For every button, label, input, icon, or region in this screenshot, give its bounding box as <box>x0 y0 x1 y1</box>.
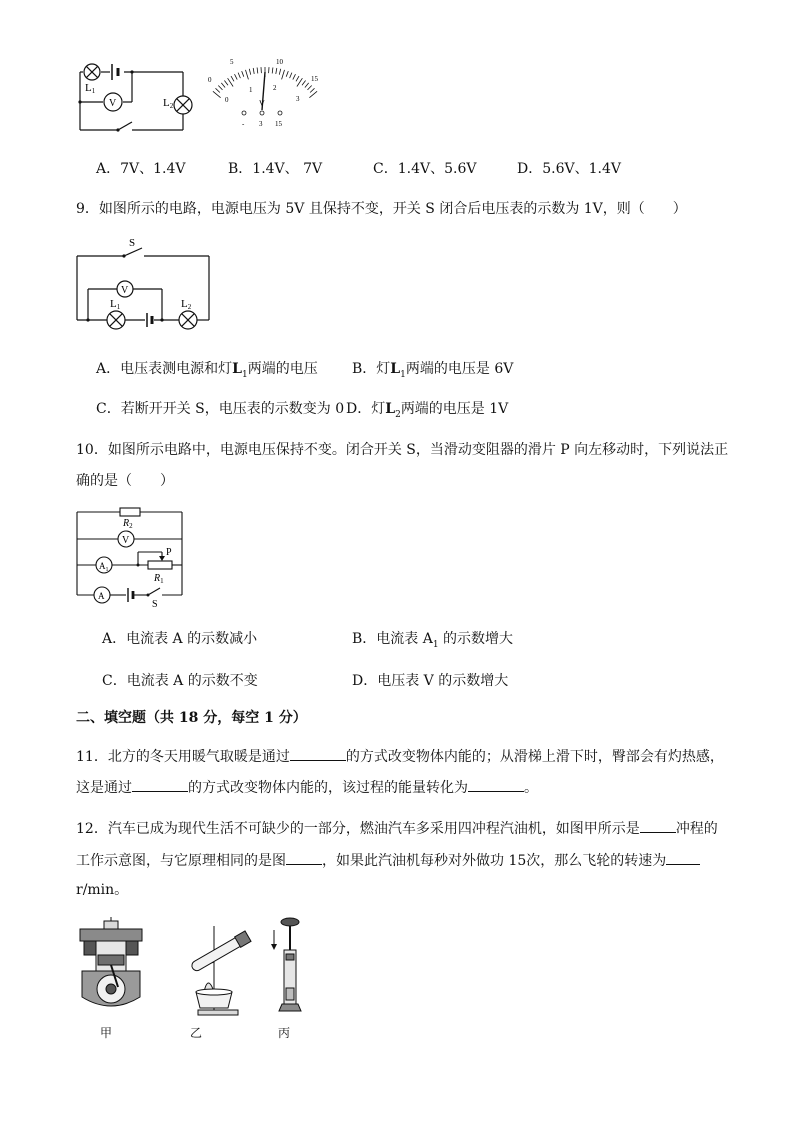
dial-bottom-1: 1 <box>249 86 253 94</box>
dial-tick <box>305 83 309 88</box>
q10-option-d[interactable]: D．电压表 V 的示数增大 <box>352 673 509 689</box>
q12-blank-2[interactable] <box>286 850 322 865</box>
terminal-3: 3 <box>259 120 263 128</box>
dial-tick <box>297 78 303 86</box>
q10-slider-p-label: P <box>166 547 172 558</box>
dial-tick <box>310 88 314 92</box>
q8-option-c[interactable]: C．1.4V、5.6V <box>373 161 477 177</box>
dial-tick <box>290 73 292 79</box>
q12-line1: 12．汽车已成为现代生活不可缺少的一部分，燃油汽车多采用四冲程汽油机，如图甲所示是 冲程的 <box>76 818 718 838</box>
section-heading: 二、填空题（共 18 分，每空 1 分） <box>76 710 307 726</box>
q9-l1-label: L1 <box>110 298 121 311</box>
q8-option-d[interactable]: D．5.6V、1.4V <box>517 161 621 177</box>
q8-voltmeter-label: V <box>109 98 117 109</box>
dial-tick <box>238 73 240 79</box>
dial-top-15: 15 <box>311 75 318 83</box>
q9-stem: 9．如图所示的电路，电源电压为 5V 且保持不变，开关 S 闭合后电压表的示数为 1V，则（ ） <box>76 201 687 217</box>
dial-tick <box>249 69 250 75</box>
dial-tick <box>272 68 273 74</box>
q10-r2-label: $R_2$ <box>123 518 133 530</box>
q9-option-d[interactable]: D．灯$L_2$两端的电压是 1V <box>346 401 509 420</box>
q8-l2-label: L2 <box>163 97 174 110</box>
dial-top-0: 0 <box>208 76 212 84</box>
q10-voltmeter-label: V <box>122 535 130 546</box>
dial-tick <box>216 88 220 92</box>
terminal-15: 15 <box>275 120 282 128</box>
q10-stem-line2: 确的是（ ） <box>76 473 174 489</box>
q9-voltmeter-label: V <box>121 285 129 296</box>
dial-tick <box>235 74 238 79</box>
q10-option-c[interactable]: C．电流表 A 的示数不变 <box>102 673 258 689</box>
q11-blank-2[interactable] <box>132 777 188 792</box>
test-tube-figure-yi <box>168 922 260 1018</box>
q11-line2: 这是通过 的方式改变物体内能的，该过程的能量转化为 。 <box>76 777 538 797</box>
dial-tick <box>218 86 222 90</box>
q9-switch-label: S <box>129 237 136 249</box>
dial-bottom-2: 2 <box>273 84 277 92</box>
q10-ammeter-a-label: A <box>98 591 105 601</box>
dial-tick <box>279 69 280 75</box>
q8-option-b[interactable]: B．1.4V、 7V <box>228 161 323 177</box>
q9-option-b[interactable]: B．灯$L_1$两端的电压是 6V <box>352 361 514 380</box>
dial-tick <box>242 71 244 77</box>
dial-bottom-0: 0 <box>225 96 229 104</box>
q9-option-c[interactable]: C．若断开开关 S，电压表的示数变为 0 <box>96 401 345 417</box>
q8-circuit-figure <box>70 58 200 138</box>
dial-tick <box>282 70 285 80</box>
caption-bing: 丙 <box>278 1026 291 1040</box>
q12-line2: 工作示意图，与它原理相同的是图 ，如果此汽油机每秒对外做功 15次，那么飞轮的转速为 <box>76 850 700 870</box>
terminal-minus: - <box>242 120 245 128</box>
q10-circuit-figure <box>72 503 192 609</box>
dial-tick <box>221 83 225 88</box>
q9-l2-label: L2 <box>181 298 192 311</box>
dial-tick <box>231 76 234 81</box>
q12-line3: r/min。 <box>76 882 129 898</box>
dial-unit: V <box>259 99 265 108</box>
dial-top-10: 10 <box>276 58 283 66</box>
q10-switch-label: S <box>152 599 158 609</box>
dial-tick <box>257 68 258 74</box>
q12-blank-3[interactable] <box>666 850 700 865</box>
dial-tick <box>224 81 228 86</box>
q10-stem-line1: 10．如图所示电路中，电源电压保持不变。闭合开关 S，当滑动变阻器的滑片 P 向左移动时，下列说法正 <box>76 442 729 458</box>
q10-option-a[interactable]: A．电流表 A 的示数减小 <box>102 631 258 647</box>
dial-tick <box>296 76 299 81</box>
q11-blank-3[interactable] <box>468 777 524 792</box>
engine-figure-jia <box>74 915 148 1015</box>
q9-circuit-figure <box>72 236 214 332</box>
q8-voltmeter-dial-figure <box>205 55 330 135</box>
q11-line1: 11．北方的冬天用暖气取暖是通过 的方式改变物体内能的；从滑梯上滑下时，臀部会有灼热感， <box>76 746 724 766</box>
dial-tick <box>302 81 306 86</box>
q9-option-a[interactable]: A．电压表测电源和灯$L_1$两端的电压 <box>96 361 318 380</box>
dial-tick <box>286 71 288 77</box>
q8-option-a[interactable]: A．7V、1.4V <box>96 161 186 177</box>
dial-tick <box>253 68 254 74</box>
dial-tick <box>308 86 312 90</box>
dial-tick <box>276 68 277 74</box>
q8-l1-label: L1 <box>85 82 96 95</box>
q10-r1-label: $R_1$ <box>154 573 164 585</box>
caption-jia: 甲 <box>100 1026 113 1040</box>
caption-yi: 乙 <box>190 1026 203 1040</box>
q12-blank-1[interactable] <box>640 818 676 833</box>
q10-option-b[interactable]: B．电流表 $A_1$ 的示数增大 <box>352 631 514 650</box>
dial-tick <box>228 78 234 86</box>
dial-tick <box>293 74 296 79</box>
fire-piston-figure-bing <box>268 916 308 1016</box>
dial-top-5: 5 <box>230 58 234 66</box>
q11-blank-1[interactable] <box>290 746 346 761</box>
dial-bottom-3: 3 <box>296 95 300 103</box>
dial-tick <box>246 70 249 80</box>
q10-ammeter-a1-label: $A_1$ <box>99 561 109 573</box>
